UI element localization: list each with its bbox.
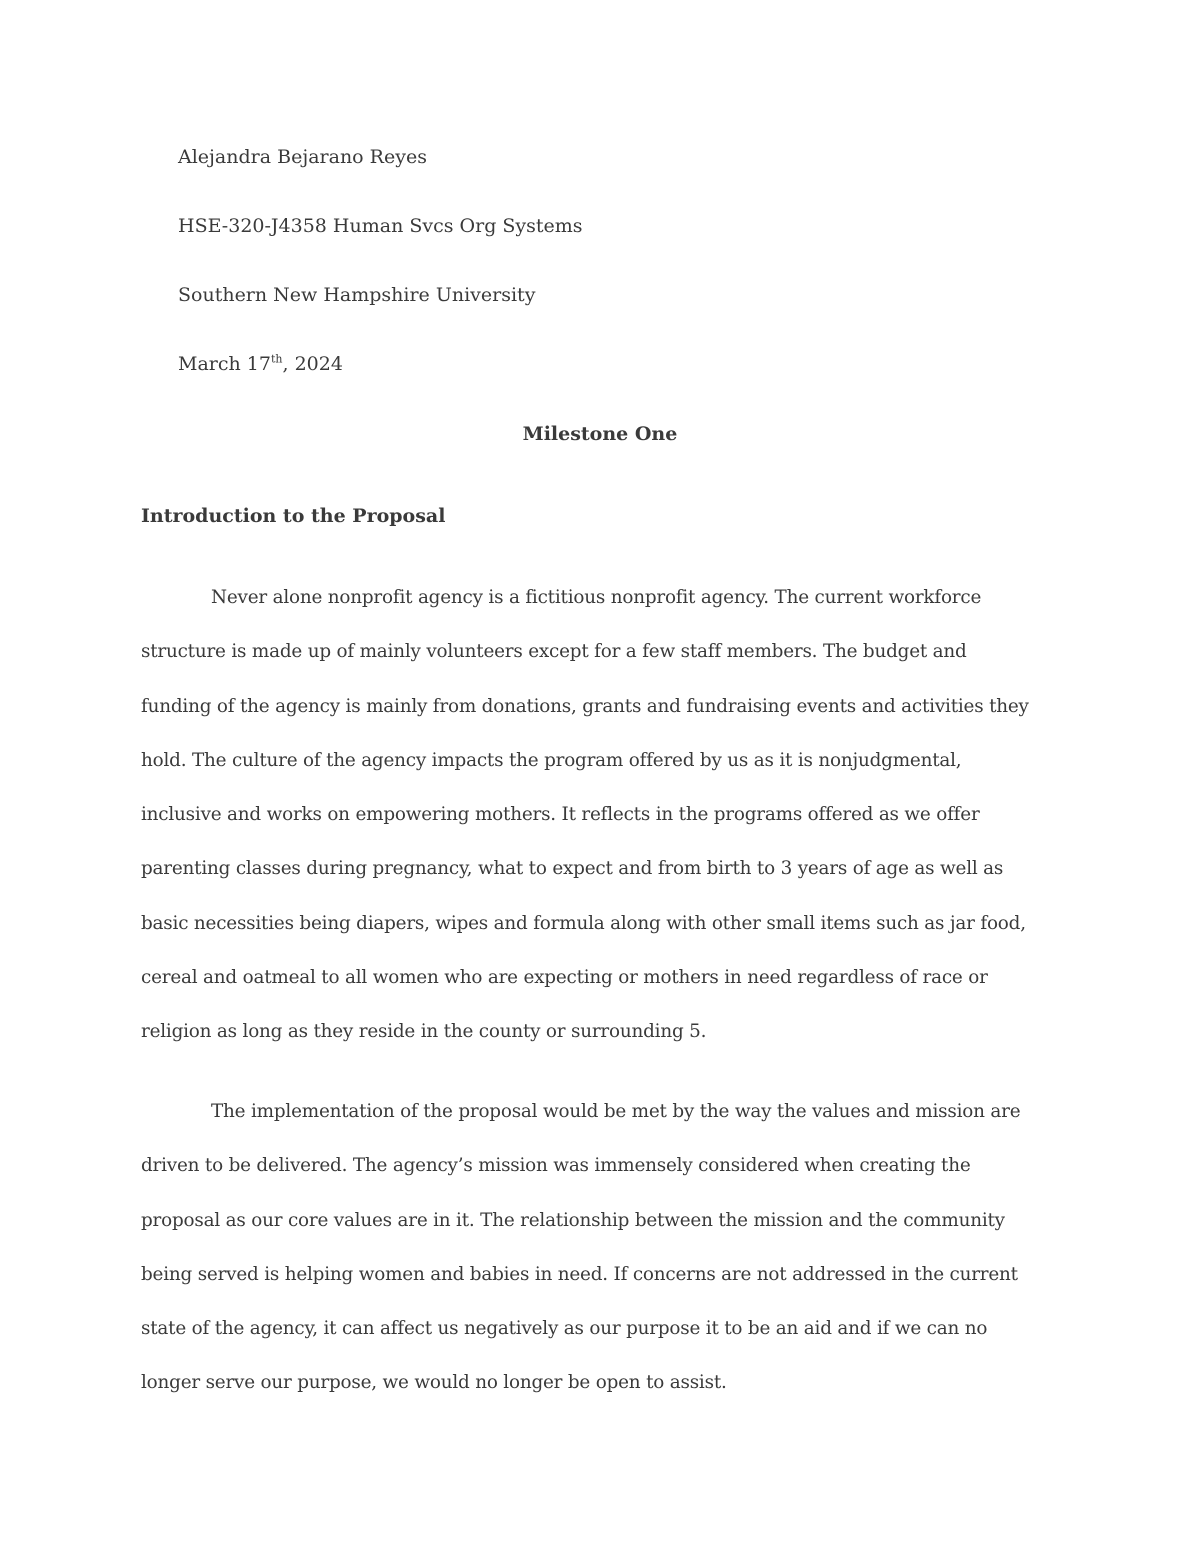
date-month-day: March 17	[178, 353, 271, 375]
paragraph-line: Never alone nonprofit agency is a fictitious nonprofit agency. The current workforce	[211, 587, 982, 608]
paragraph-line: parenting classes during pregnancy, what to expect and from birth to 3 years of age as well as	[141, 858, 1004, 880]
paragraph-2	[141, 1085, 1071, 1411]
paragraph-line: religion as long as they reside in the county or surrounding 5.	[141, 1021, 707, 1043]
paragraph-line: proposal as our core values are in it. The relationship between the mission and the community	[141, 1209, 1005, 1231]
document-title: Milestone One	[522, 423, 678, 445]
institution-name: Southern New Hampshire University	[178, 284, 536, 306]
date-ordinal: th	[270, 352, 283, 366]
paragraph-line: being served is helping women and babies in need. If concerns are not addressed in the current	[141, 1263, 1018, 1285]
paragraph-line: longer serve our purpose, we would no longer be open to assist.	[141, 1372, 727, 1394]
paragraph-line: basic necessities being diapers, wipes and formula along with other small items such as jar food,	[141, 912, 1026, 934]
course-name: HSE-320-J4358 Human Svcs Org Systems	[178, 215, 583, 237]
paragraph-line: funding of the agency is mainly from donations, grants and fundraising events and activities they	[141, 695, 1029, 717]
document-date	[178, 347, 583, 381]
author-name: Alejandra Bejarano Reyes	[178, 146, 427, 168]
paragraph-line: hold. The culture of the agency impacts the program offered by us as it is nonjudgmental,	[141, 749, 962, 771]
paragraph-line: structure is made up of mainly volunteers except for a few staff members. The budget and	[141, 641, 967, 663]
paragraph-line: cereal and oatmeal to all women who are expecting or mothers in need regardless of race or	[141, 967, 988, 989]
paragraph-line: The implementation of the proposal would be met by the way the values and mission are	[211, 1101, 1021, 1122]
paragraph-line: driven to be delivered. The agency’s mission was immensely considered when creating the	[141, 1155, 971, 1177]
paragraph-1	[141, 571, 1071, 1060]
section-heading: Introduction to the Proposal	[141, 505, 446, 527]
header-block	[178, 140, 583, 381]
date-year: , 2024	[282, 353, 343, 375]
paragraph-line: inclusive and works on empowering mothers. It reflects in the programs offered as we offer	[141, 804, 980, 826]
paragraph-line: state of the agency, it can affect us negatively as our purpose it to be an aid and if we can no	[141, 1318, 988, 1340]
